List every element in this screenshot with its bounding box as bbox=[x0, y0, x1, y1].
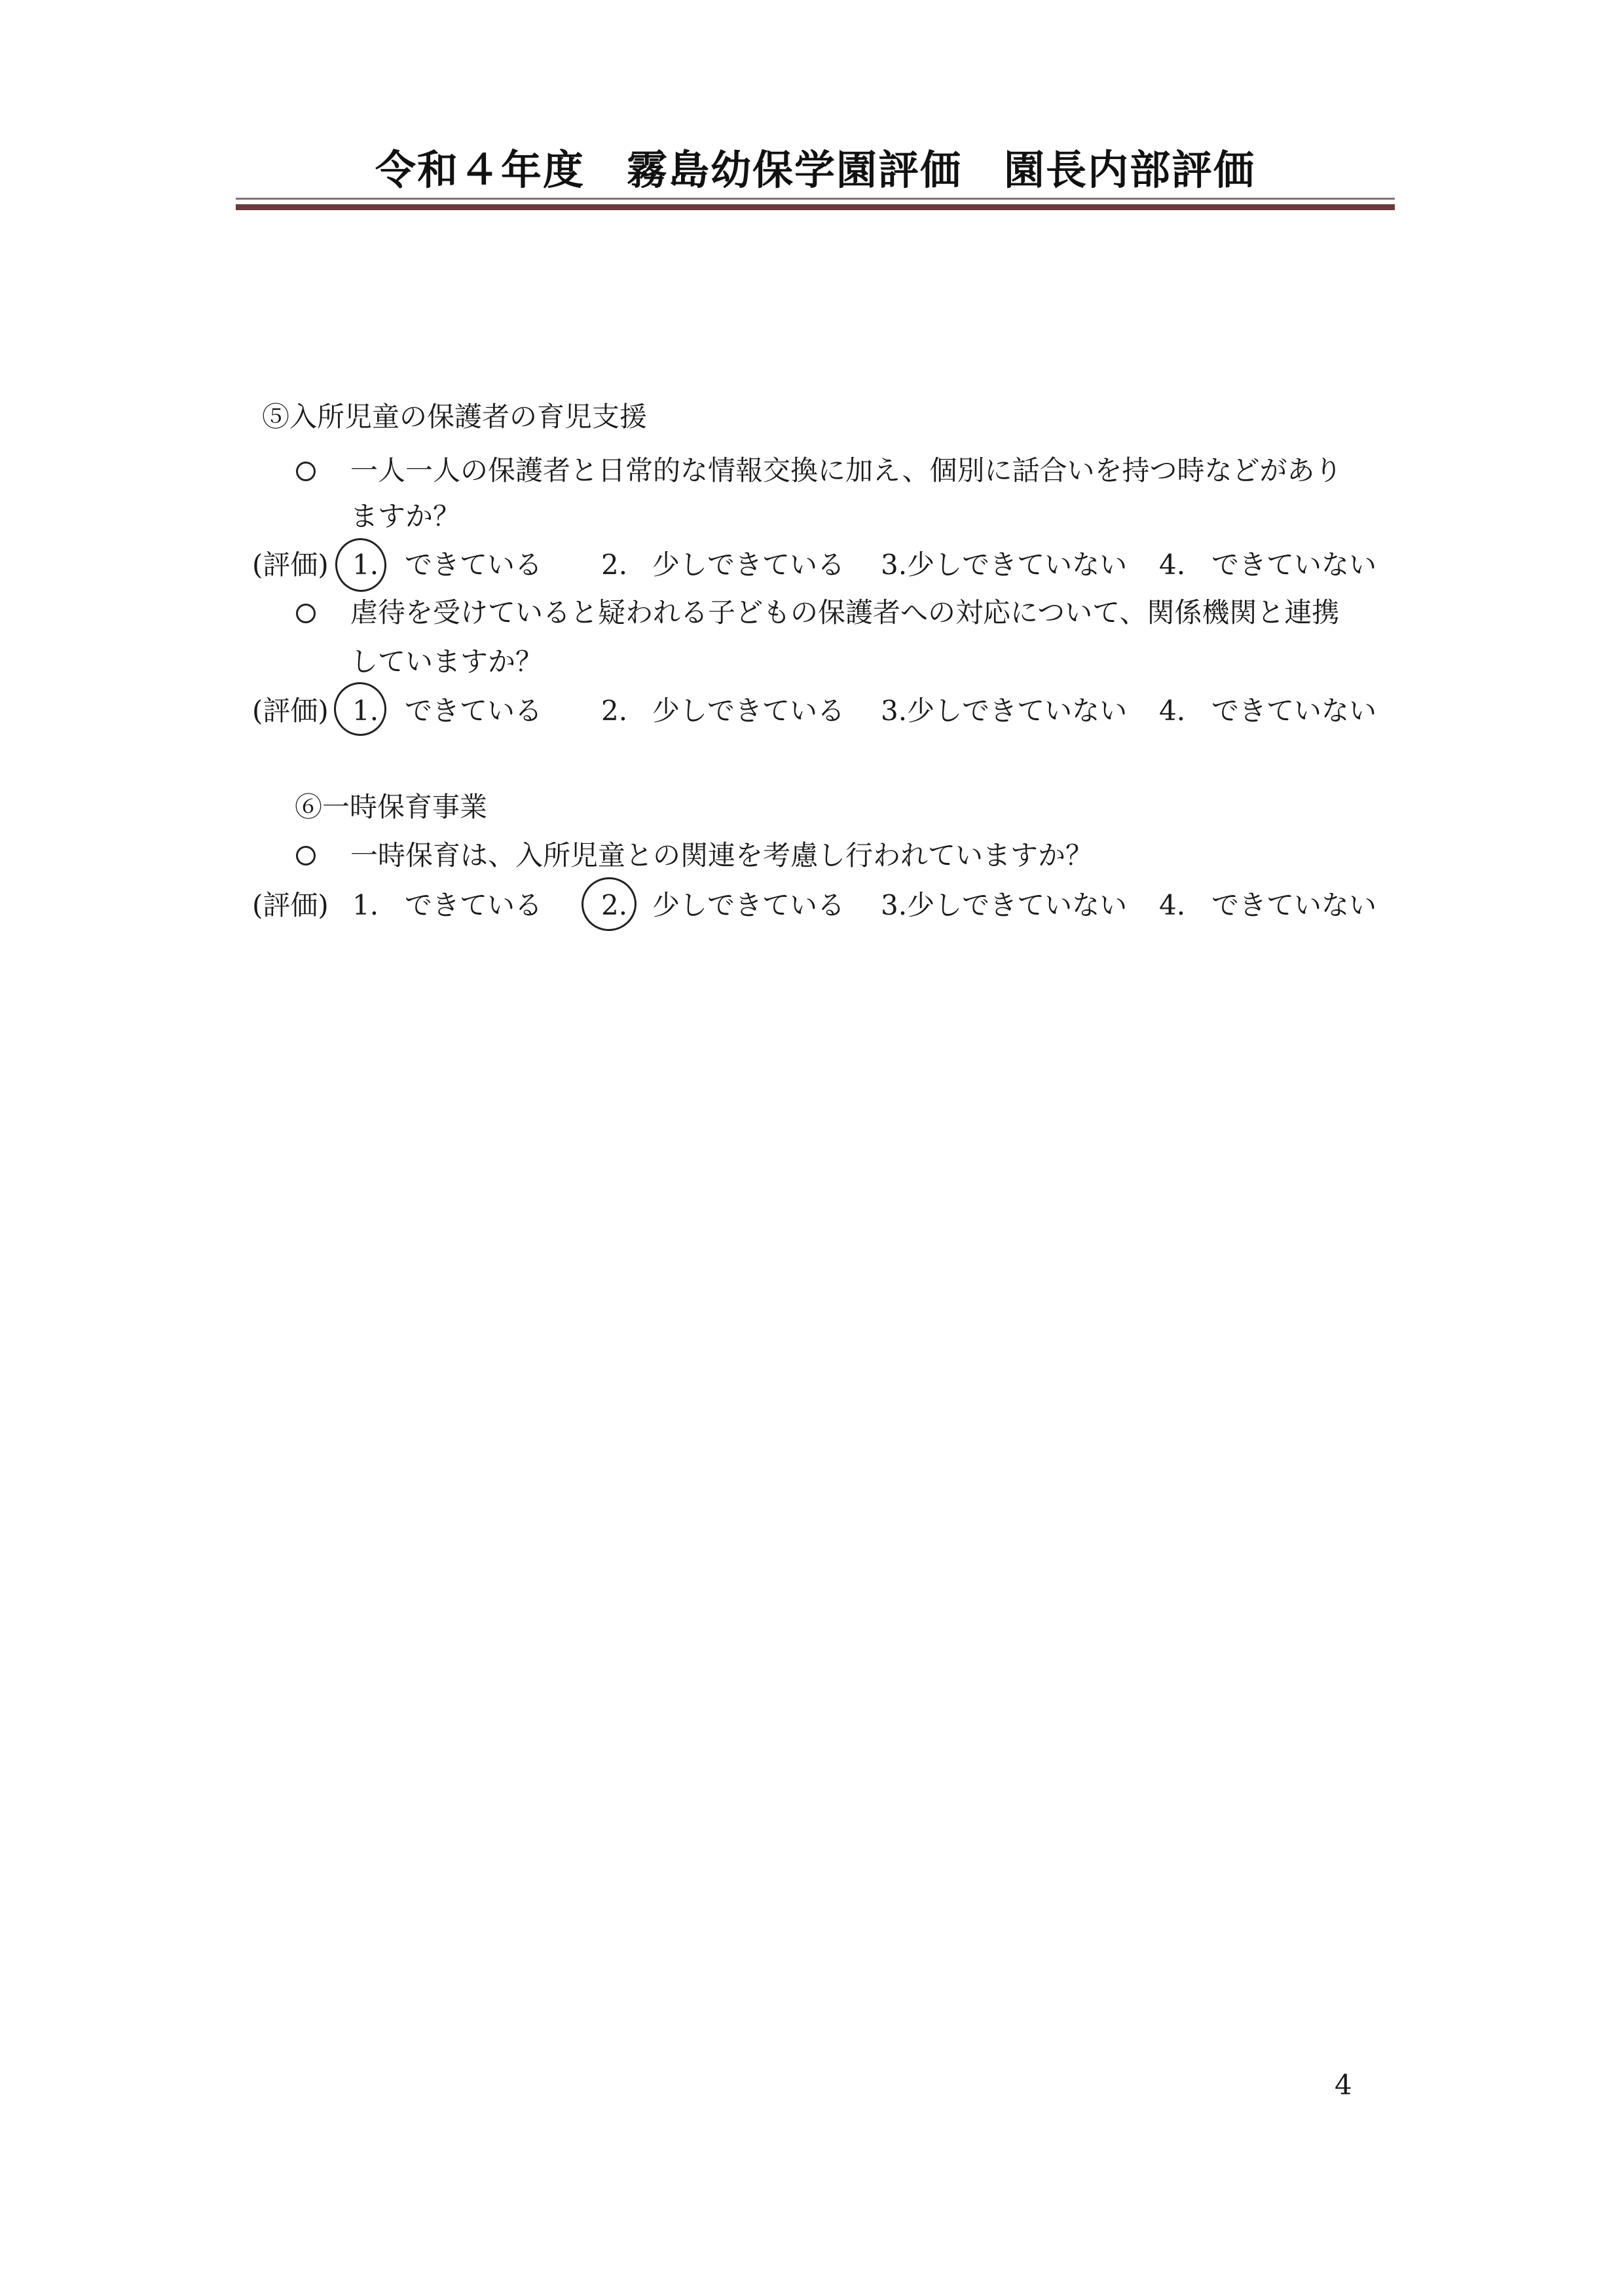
question-bullet bbox=[296, 604, 316, 623]
rating-option-2-label[interactable]: 少しできている bbox=[652, 889, 845, 921]
rating-option-1-label[interactable]: できている bbox=[405, 695, 543, 727]
question-bullet bbox=[296, 462, 316, 481]
selected-rating-circle bbox=[578, 874, 640, 935]
rating-option-2-number[interactable]: 2. bbox=[601, 695, 628, 727]
question-bullet bbox=[296, 846, 316, 866]
page-title: 令和４年度 霧島幼保学園評価 園長内部評価 bbox=[375, 146, 1255, 194]
section-heading-6: ⑥一時保育事業 bbox=[295, 791, 488, 823]
rating-option-2-label[interactable]: 少しできている bbox=[652, 549, 845, 581]
selected-rating-circle bbox=[332, 535, 390, 595]
rating-option-4-number[interactable]: 4. bbox=[1159, 695, 1186, 727]
page-number: 4 bbox=[1335, 2069, 1352, 2101]
question-text-continued: ますか？ bbox=[350, 500, 461, 532]
section-heading-5: ⑤入所児童の保護者の育児支援 bbox=[262, 401, 648, 433]
rating-option-1-number[interactable]: 1. bbox=[352, 695, 379, 727]
title-underline-thick bbox=[236, 204, 1395, 210]
rating-option-4-number[interactable]: 4. bbox=[1159, 549, 1186, 581]
rating-option-1-number[interactable]: 1. bbox=[352, 889, 379, 921]
rating-option-1-label[interactable]: できている bbox=[405, 889, 543, 921]
rating-option-2-label[interactable]: 少しできている bbox=[652, 695, 845, 727]
question-text: 一時保育は、入所児童との関連を考慮し行われていますか？ bbox=[350, 839, 1094, 871]
title-underline bbox=[236, 198, 1395, 200]
question-text: 一人一人の保護者と日常的な情報交換に加え、個別に話合いを持つ時などがあり bbox=[350, 454, 1342, 486]
rating-option-4-label[interactable]: できていない bbox=[1211, 549, 1377, 581]
rating-option-2-number[interactable]: 2. bbox=[601, 549, 628, 581]
rating-option-4-label[interactable]: できていない bbox=[1211, 889, 1377, 921]
rating-option-4-number[interactable]: 4. bbox=[1159, 889, 1186, 921]
rating-option-3[interactable]: 3.少しできていない bbox=[881, 549, 1128, 581]
rating-option-4-label[interactable]: できていない bbox=[1211, 695, 1377, 727]
rating-prefix: (評価) bbox=[252, 889, 329, 921]
rating-option-1-label[interactable]: できている bbox=[405, 549, 543, 581]
rating-option-3[interactable]: 3.少しできていない bbox=[881, 695, 1128, 727]
rating-prefix: (評価) bbox=[252, 549, 329, 581]
selected-rating-circle bbox=[331, 679, 390, 739]
rating-option-1-number[interactable]: 1. bbox=[352, 549, 379, 581]
rating-option-3[interactable]: 3.少しできていない bbox=[881, 889, 1128, 921]
rating-option-2-number[interactable]: 2. bbox=[601, 889, 628, 921]
question-text: 虐待を受けていると疑われる子どもの保護者への対応について、関係機関と連携 bbox=[350, 596, 1340, 629]
question-text-continued: していますか？ bbox=[350, 646, 544, 678]
rating-prefix: (評価) bbox=[252, 695, 329, 727]
